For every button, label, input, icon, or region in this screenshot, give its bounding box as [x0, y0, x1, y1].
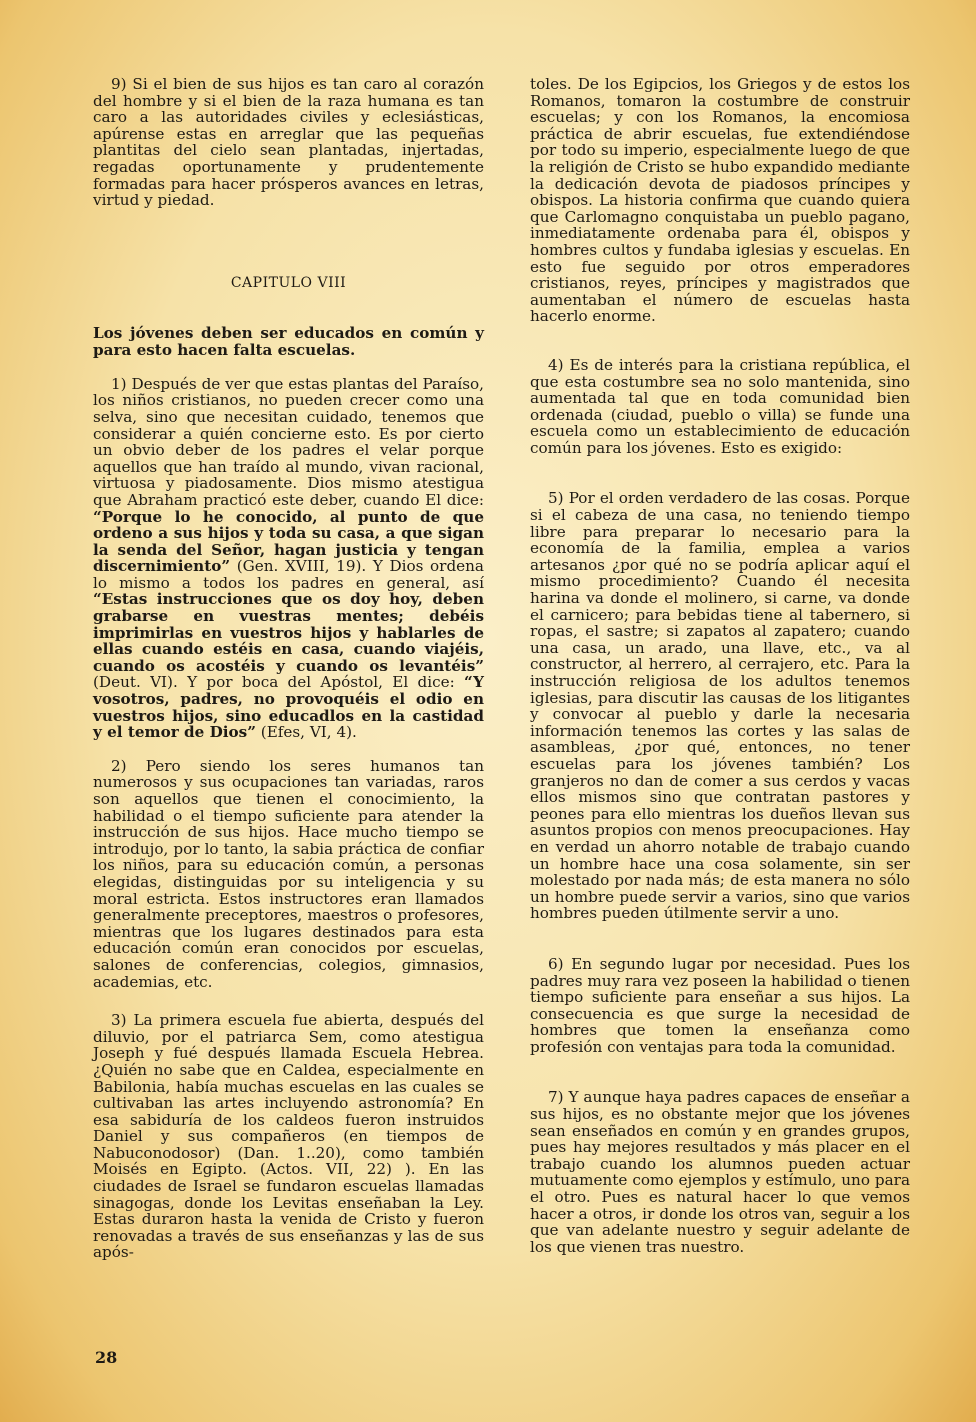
paragraph-2: 2) Pero siendo los seres humanos tan numerosos y sus ocupaciones tan variadas, raros son aquellos que tienen el conocimiento, la habilidad o el tiempo suficiente para atender la instrucción de sus hijos. Hace mucho tiempo se introdujo, por lo tanto, la sabia práctica de confiar los niños, para su educación común, a personas elegidas, distinguidas por su inteligencia y su moral estricta. Estos instructores eran llamados generalmente preceptores, maestros o profesores, mientras que los lugares destinados para esta educación común eran conocidos por escuelas, salones de conferencias, colegios, gimnasios, academias, etc.: [93, 756, 484, 991]
p1-text-g: (Efes, VI, 4).: [255, 723, 357, 742]
paragraph-3-continued: toles. De los Egipcios, los Griegos y de estos los Romanos, tomaron la costumbre de construir escuelas; y con los Romanos, la encomiosa práctica de abrir escuelas, fue extendiéndose por todo su imperio, especialmente luego de que la religión de Cristo se hubo expandido mediante la dedicación devota de piadosos príncipes y obispos. La historia confirma que cuando quiera que Carlomagno conquistaba un pueblo pagano, inmediatamente ordenaba para él, obispos y hombres cultos y fundaba iglesias y escuelas. En esto fue seguido por otros emperadores cristianos, reyes, príncipes y magistrados que aumentaban el número de escuelas hasta hacerlo enorme.: [530, 75, 910, 326]
paragraph-6: 6) En segundo lugar por necesidad. Pues los padres muy rara vez poseen la habilidad o tienen tiempo suficiente para enseñar a sus hijos. La consecuencia es que surge la necesidad de hombres que tomen la enseñanza como profesión con ventajas para toda la comunidad.: [530, 954, 910, 1056]
paragraph-3: 3) La primera escuela fue abierta, después del diluvio, por el patriarca Sem, como atestigua Joseph y fué después llamada Escuela Hebrea. ¿Quién no sabe que en Caldea, especialmente en Babilonia, había muchas escuelas en las cuales se cultivaban las artes incluyendo astronomía? En esa sabiduría de los caldeos fueron instruidos Daniel y sus compañeros (en tiempos de Nabuconodosor) (Dan. 1..20), como también Moisés en Egipto. (Actos. VII, 22) ). En las ciudades de Israel se fundaron escuelas llamadas sinagogas, donde los Levitas enseñaban la Ley. Estas duraron hasta la venida de Cristo y fueron renovadas a través de sus enseñanzas y las de sus após-: [93, 1011, 484, 1262]
paragraph-9: 9) Si el bien de sus hijos es tan caro al corazón del hombre y si el bien de la raza humana es tan caro a las autoridades civiles y eclesiásticas, apúrense estas en arreglar que las pequeñas plantitas del cielo sean plantadas, injertadas, regadas oportunamente y prudentemente formadas para hacer prósperos avances en letras, virtud y piedad.: [93, 75, 484, 210]
right-column: [530, 76, 910, 1255]
p1-text-a: 1) Después de ver que estas plantas del Paraíso, los niños cristianos, no pueden crecer como una selva, sino que necesitan cuidado, tenemos que considerar a quién concierne esto. Es por cierto un obvio deber de los padres el velar porque aquellos que han traído al mundo, vivan racional, virtuosa y piadosamente. Dios mismo atestigua que Abraham practicó este deber, cuando El dice:: [93, 374, 484, 509]
page-number: 28: [95, 1348, 118, 1367]
p1-quote-genesis: “Porque lo he conocido, al punto de que ordeno a sus hijos y toda su casa, a que sigan la senda del Señor, hagan justicia y tengan discernimiento”: [93, 507, 484, 576]
p1-text-c: (Gen. XVIII, 19). Y Dios ordena lo mismo a todos los padres en general, así: [93, 557, 484, 592]
paragraph-7: 7) Y aunque haya padres capaces de enseñar a sus hijos, es no obstante mejor que los jóvenes sean enseñados en común y en grandes grupos, pues hay mejores resultados y más placer en el trabajo cuando los alumnos pueden actuar mutuamente como ejemplos y estímulo, uno para el otro. Pues es natural hacer lo que vemos hacer a otros, ir donde los otros van, seguir a los que van adelante nuestro y seguir adelante de los que vienen tras nuestro.: [530, 1088, 910, 1256]
chapter-heading: CAPITULO VIII: [230, 274, 347, 291]
paragraph-5: 5) Por el orden verdadero de las cosas. Porque si el cabeza de una casa, no teniendo tiempo libre para preparar lo necesario para la economía de la familia, emplea a varios artesanos ¿por qué no se podría aplicar aquí el mismo procedimiento? Cuando él necesita harina va donde el molinero, si carne, va donde el carnicero; para bebidas tiene al tabernero, si ropas, el sastre; si zapatos al zapatero; cuando una casa, un arado, una llave, etc., va al constructor, al herrero, al cerrajero, etc. Para la instrucción religiosa de los adultos tenemos iglesias, para discutir las causas de los litigantes y convocar al pueblo y darle la necesaria información tenemos las cortes y las salas de asambleas, ¿por qué, entonces, no tener escuelas para los jóvenes también? Los granjeros no dan de comer a sus cerdos y vacas ellos mismos sino que contratan pastores y peones para ello mientras los dueños llevan sus asuntos propios con menos preocupaciones. Hay en verdad un ahorro notable de trabajo cuando un hombre hace una cosa solamente, sin ser molestado por nada más; de esta manera no sólo un hombre puede servir a varios, sino que varios hombres pueden útilmente servir a uno.: [530, 489, 910, 923]
left-column: [93, 76, 484, 1261]
paragraph-1: [93, 376, 484, 741]
chapter-subtitle: Los jóvenes deben ser educados en común y para esto hacen falta escuelas.: [93, 323, 484, 359]
paragraph-4: 4) Es de interés para la cristiana república, el que esta costumbre sea no solo mantenida, sino aumentada tal que en toda comunidad bien ordenada (ciudad, pueblo o villa) se funde una escuela como un establecimiento de educación común para los jóvenes. Esto es exigido:: [530, 355, 910, 457]
p1-quote-deuteronomy: “Estas instrucciones que os doy hoy, deben grabarse en vuestras mentes; debéis imprimirlas en vuestros hijos y hablarles de ellas cuando estéis en casa, cuando viajéis, cuando os acostéis y cuando os levantéis”: [93, 590, 484, 675]
p1-quote-ephesians: “Y vosotros, padres, no provoquéis el odio en vuestros hijos, sino educadlos en la castidad y el temor de Dios”: [93, 673, 484, 742]
p1-text-e: (Deut. VI). Y por boca del Apóstol, El dice:: [93, 673, 464, 692]
